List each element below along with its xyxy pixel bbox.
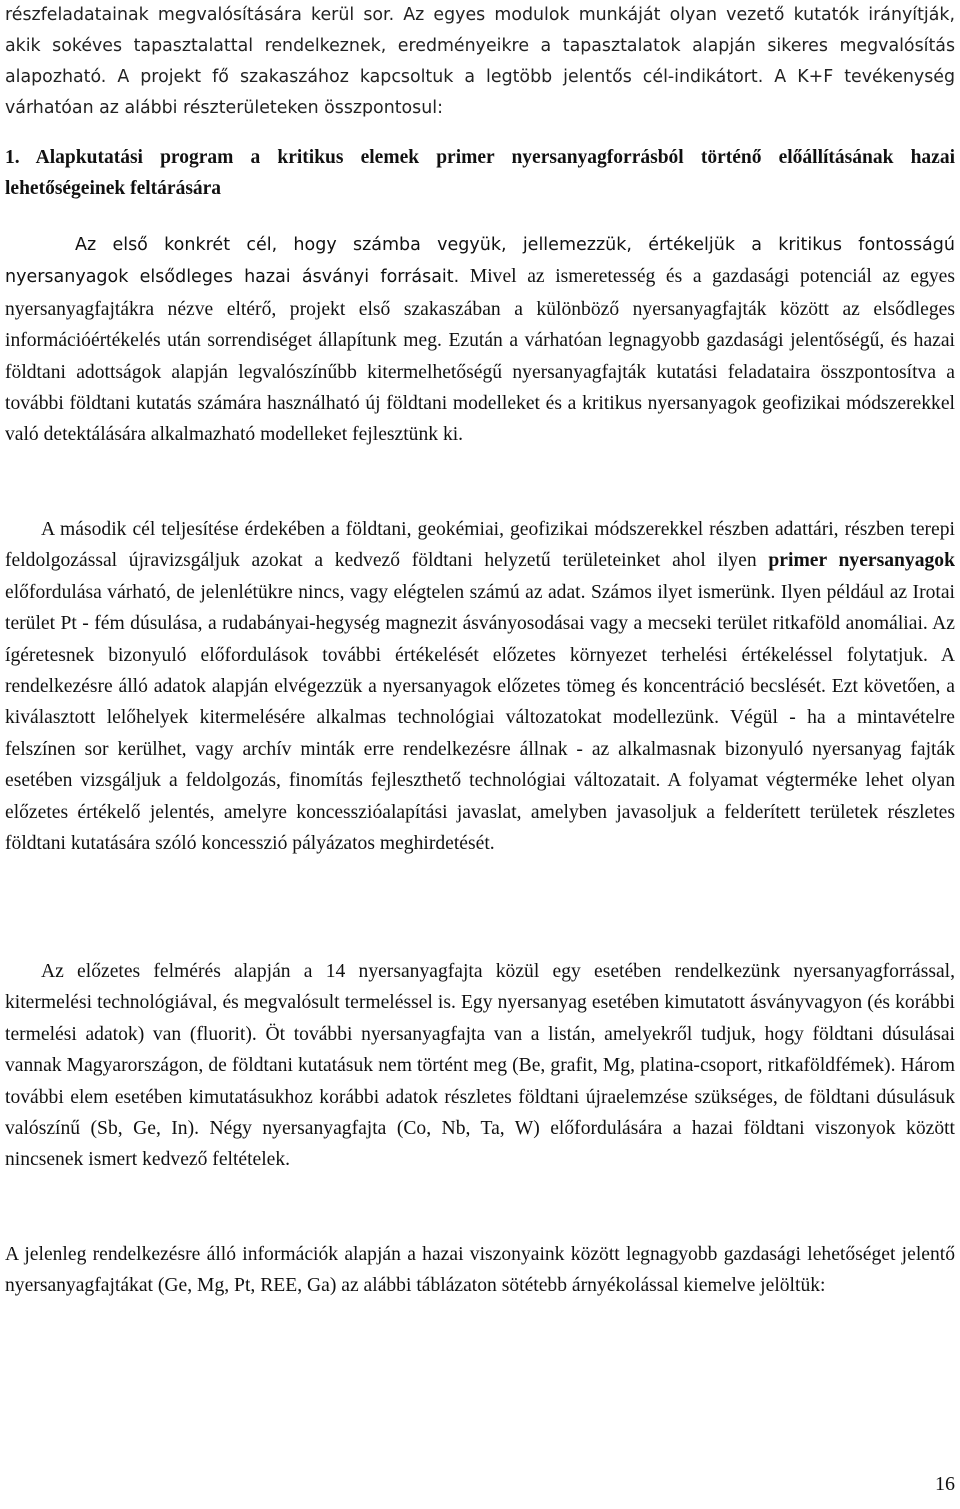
- paragraph-assessment: [5, 956, 955, 1176]
- paragraph-conclusion: A jelenleg rendelkezésre álló információk alapján a hazai viszonyaink között legnagyobb gazdasági lehetőséget jelentő nyersanyagfajtákat (Ge, Mg, Pt, REE, Ga) az alábbi táblázaton sötétebb árnyékolással kiemelve jelöltük:: [5, 1244, 955, 1297]
- paragraph-second-goal: [5, 514, 955, 859]
- paragraph-body: A második cél teljesítése érdekében a földtani, geokémiai, geofizikai módszerekkel részben adattári, részben terepi feldolgozással újravizsgáljuk azokat a kedvező földtani helyzetű területeinket ahol ilyen: [5, 519, 955, 572]
- intro-paragraph: részfeladatainak megvalósítására kerül sor. Az egyes modulok munkáját olyan vezető kutatók irányítják, akik sokéves tapasztalattal rendelkeznek, eredményeikre a tapasztalatok alapján sikeres megvalósítás alapozható. A projekt fő szakaszához kapcsoltuk a legtöbb jelentős cél-indikátort. A K+F tevékenység várhatóan az alábbi részterületeken összpontosul:: [5, 5, 955, 118]
- paragraph-lead: Az első konkrét cél, hogy számba vegyük, jellemezzük, értékeljük a kritikus fontosságú nyersanyagok elsődleges hazai ásványi forrásait.: [5, 235, 955, 288]
- paragraph-first-goal: [5, 229, 955, 451]
- paragraph-body: Mivel az ismeretesség és a gazdasági potenciál az egyes nyersanyagfajtákra nézve eltérő, projekt első szakaszában a különböző nyersanyagfajták között az elsődleges információértékelés után sorrendiséget állapítunk meg. Ezután a várhatóan legnagyobb gazdasági jelentőségű, és hazai földtani adottságok alapján legvalószínűbb kitermelhetőségű nyersanyagfajták kutatási feladataira összpontosítva a további földtani kutatás számára használható új földtani modelleket és a kritikus nyersanyagok geofizikai módszerekkel való detektálására alkalmazható modelleket fejlesztünk ki.: [5, 266, 955, 446]
- paragraph-body: Az előzetes felmérés alapján a 14 nyersanyagfajta közül egy esetében rendelkezünk nyersanyagforrással, kitermelési technológiával, és megvalósult termeléssel is. Egy nyersanyag esetében kimutatott ásványvagyon (és korábbi termelési adatok) van (fluorit). Öt további nyersanyagfajta van a listán, amelyekről tudjuk, hogy földtani dúsulásai vannak Magyarországon, de földtani kutatásuk nem történt meg (Be, grafit, Mg, platina-csoport, ritkaföldfémek). Három további elem esetében kimutatásukhoz korábbi adatok részletes földtani újraelemzése szükséges, de földtani dúsulásuk valószínű (Sb, Ge, In). Négy nyersanyagfajta (Co, Nb, Ta, W) előfordulására a hazai földtani viszonyok között nincsenek ismert kedvező feltételek.: [5, 961, 955, 1171]
- emphasis-primer-nyersanyagok: primer nyersanyagok: [768, 550, 956, 572]
- paragraph-body-cont: előfordulása várható, de jelenlétükre nincs, vagy elégtelen számú az adat. Számos ilyet ismerünk. Ilyen például az Irotai terület Pt - fém dúsulása, a rudabányai-hegység magnezit ásványosodásai vagy a mecseki terület ritkaföld anomáliai. Az ígéretesnek bizonyuló előfordulások további értékelését előzetes környezet terhelési értékeléssel folytatjuk. A rendelkezésre álló adatok alapján elvégezzük a nyersanyagok előzetes tömeg és koncentráció becslését. Ezt követően, a kiválasztott lelőhelyek kitermelésére alkalmas technológiai változatokat modellezünk. Végül - ha a mintavételre felszínen sor kerülhet, vagy archív minták erre rendelkezésre állnak - az alkalmasnak bizonyuló nyersanyag fajták esetében vizsgáljuk a feldolgozás, finomítás fejleszthető technológiai változatait. A folyamat végterméke lehet olyan előzetes értékelő jelentés, amelyre koncesszióalapítási javaslat, amelyben javasoljuk a felderített területek részletes földtani kutatására szóló koncesszió pályázatos meghirdetését.: [5, 581, 955, 855]
- section-heading: 1. Alapkutatási program a kritikus elemek primer nyersanyagforrásból történő előállításának hazai lehetőségeinek feltárására: [5, 147, 955, 199]
- page-number: 16: [935, 1473, 955, 1495]
